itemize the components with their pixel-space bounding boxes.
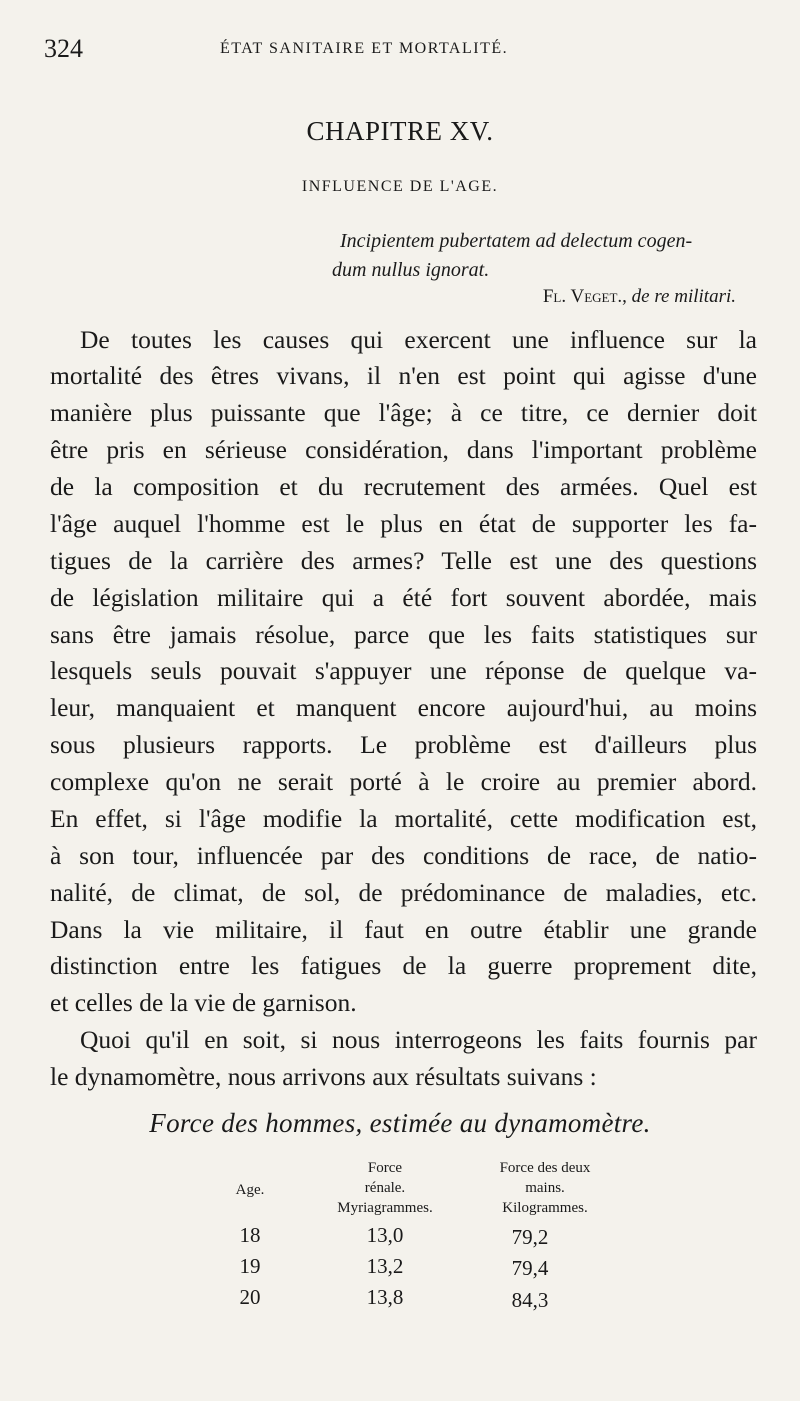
chapter-subtitle: INFLUENCE DE L'AGE. [301, 178, 499, 195]
paragraph-line: et celles de la vie de garnison. [50, 988, 357, 1017]
paragraph-line: De toutes les causes qui exercent une influence sur la [80, 325, 757, 354]
header-line: rénale. [364, 1180, 406, 1196]
header-line: Force des deux [499, 1160, 591, 1176]
cell-force-renale: 13,8 [366, 1285, 404, 1309]
column-header-age [220, 1180, 280, 1200]
epigraph-work: de re militari. [626, 286, 736, 307]
paragraph-line: sous plusieurs rapports. Le problème est d'ailleurs plus [50, 730, 757, 759]
paragraph-line: être pris en sérieuse considération, dans l'important problème [50, 435, 757, 464]
header-line: Force [367, 1160, 403, 1176]
paragraph-line: manière plus puissante que l'âge; à ce titre, ce dernier doit [50, 398, 757, 427]
cell-force-renale: 13,2 [366, 1254, 404, 1278]
running-head [44, 34, 760, 64]
paragraph-line: complexe qu'on ne serait porté à le croire au premier abord. [50, 767, 757, 796]
page-number: 324 [44, 34, 83, 63]
paragraph-line: nalité, de climat, de sol, de prédominance de maladies, etc. [50, 878, 757, 907]
epigraph-author: Fl. Veget., [542, 286, 627, 307]
paragraph-line: l'âge auquel l'homme est le plus en état de supporter les fa- [50, 509, 757, 538]
table-title: Force des hommes, estimée au dynamomètre. [149, 1108, 651, 1138]
cell-force-mains: 79,2 [511, 1225, 549, 1249]
paragraph-line: mortalité des êtres vivans, il n'en est point qui agisse d'une [50, 361, 757, 390]
chapter-title: CHAPITRE XV. [306, 116, 494, 146]
epigraph-attribution [543, 286, 736, 308]
cell-force-mains: 79,4 [511, 1256, 549, 1280]
paragraph-line: En effet, si l'âge modifie la mortalité, cette modification est, [50, 804, 757, 833]
paragraph-line: distinction entre les fatigues de la guerre proprement dite, [50, 951, 757, 980]
header-line: Kilogrammes. [502, 1200, 588, 1216]
paragraph-line: tigues de la carrière des armes? Telle est une des questions [50, 546, 757, 575]
cell-age: 20 [239, 1285, 261, 1309]
cell-force-renale: 13,0 [366, 1223, 404, 1247]
header-line: Age. [235, 1182, 265, 1198]
header-line: Myriagrammes. [337, 1200, 433, 1216]
epigraph-line: Incipientem pubertatem ad delectum cogen- [340, 230, 693, 252]
paragraph-line: leur, manquaient et manquent encore aujourd'hui, au moins [50, 693, 757, 722]
running-title: ÉTAT SANITAIRE ET MORTALITÉ. [220, 40, 509, 57]
paragraph-line: lesquels seuls pouvait s'appuyer une réponse de quelque va- [50, 656, 757, 685]
column-header-force-renale [305, 1158, 465, 1218]
paragraph-line: à son tour, influencée par des conditions de race, de natio- [50, 841, 757, 870]
paragraph-line: de la composition et du recrutement des armées. Quel est [50, 472, 757, 501]
paragraph-line: Dans la vie militaire, il faut en outre établir une grande [50, 915, 757, 944]
cell-force-mains: 84,3 [511, 1288, 549, 1312]
header-line: mains. [525, 1180, 565, 1196]
paragraph-line: de législation militaire qui a été fort souvent abordée, mais [50, 583, 757, 612]
paragraph-line: sans être jamais résolue, parce que les faits statistiques sur [50, 620, 757, 649]
cell-age: 19 [239, 1254, 261, 1278]
cell-age: 18 [239, 1223, 261, 1247]
epigraph-line: dum nullus ignorat. [332, 259, 490, 281]
paragraph-line: Quoi qu'il en soit, si nous interrogeons les faits fournis par [80, 1025, 757, 1054]
column-header-force-mains [465, 1158, 625, 1218]
paragraph-line: le dynamomètre, nous arrivons aux résultats suivans : [50, 1062, 597, 1091]
